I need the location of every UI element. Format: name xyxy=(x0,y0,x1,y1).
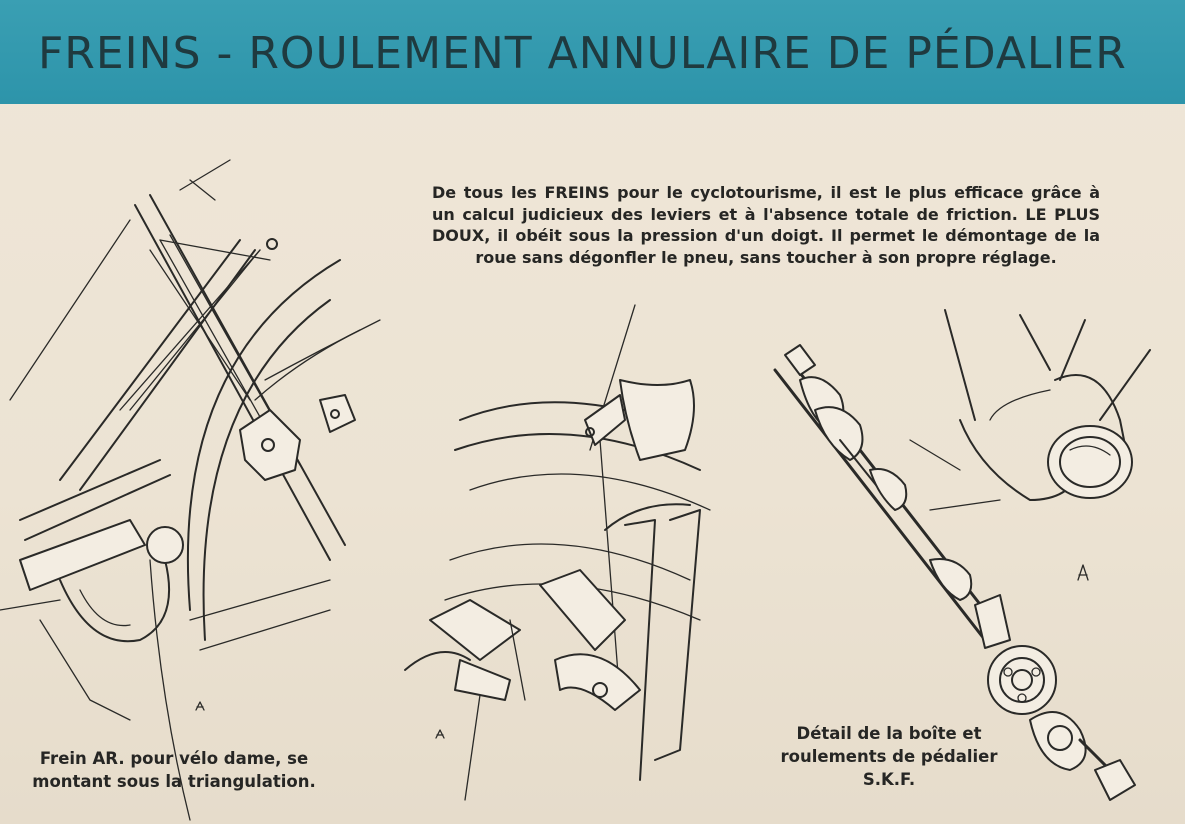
intro-emphasis-plus-doux: LE PLUS DOUX xyxy=(432,204,1101,245)
title-banner xyxy=(0,0,1185,104)
page-title: FREINS - ROULEMENT ANNULAIRE DE PÉDALIER xyxy=(38,28,1127,79)
bb-shell-illustration xyxy=(910,310,1150,510)
intro-text: pour le cyclotourisme, il est le plus efficace grâce à un calcul judicieux des leviers et à l'absence totale de friction. xyxy=(432,183,1100,224)
rear-brake-illustration xyxy=(0,160,380,820)
front-brake-illustration xyxy=(405,305,710,800)
caption-bottom-bracket: Détail de la boîte et roulements de pédalier S.K.F. xyxy=(780,724,998,789)
intro-text: , il obéit sous la pression d'un doigt. Il permet le démontage de la roue sans dégonfler le pneu, sans toucher à son propre réglage. xyxy=(475,226,1100,267)
caption-rear-brake: Frein AR. pour vélo dame, se montant sous la triangulation. xyxy=(32,749,316,791)
intro-paragraph xyxy=(432,182,1100,268)
intro-emphasis-freins: FREINS xyxy=(544,183,610,202)
intro-text: De tous les xyxy=(432,183,545,202)
